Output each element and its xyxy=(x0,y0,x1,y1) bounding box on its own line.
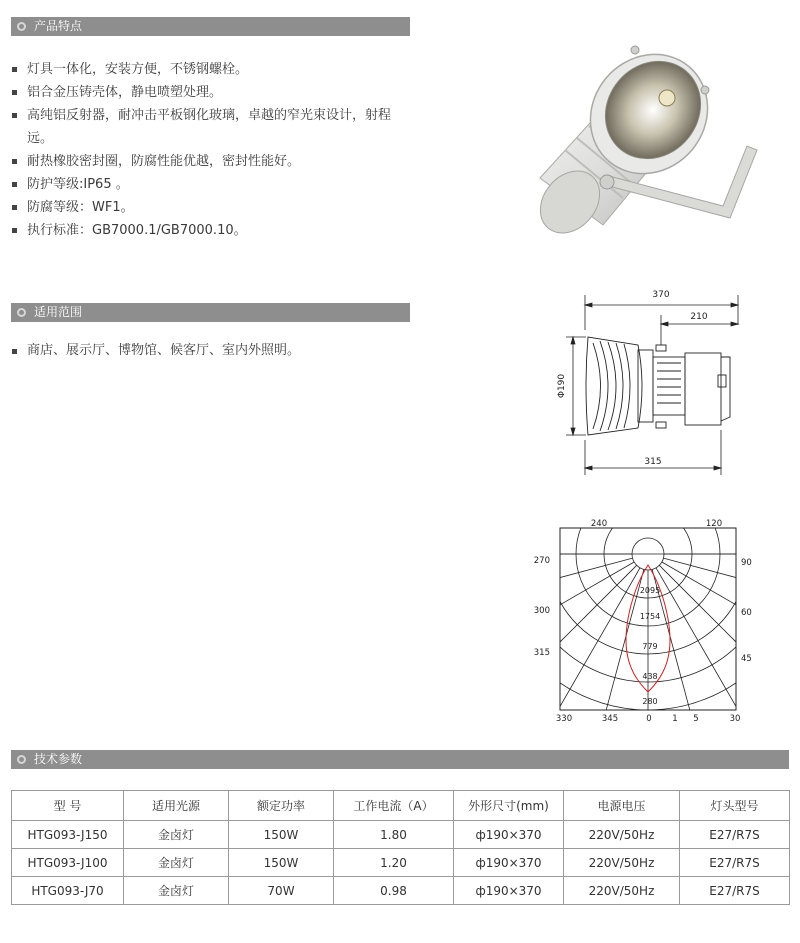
specs-section-title: 技术参数 xyxy=(34,752,83,766)
cell-lamp-base: E27/R7S xyxy=(680,877,790,905)
features-section-header xyxy=(11,17,410,36)
cell-model: HTG093-J150 xyxy=(12,821,124,849)
header-dimensions: 外形尺寸(mm) xyxy=(454,791,564,821)
feature-item: 耐热橡胶密封圈，防腐性能优越，密封性能好。 xyxy=(11,150,411,173)
features-section-title: 产品特点 xyxy=(34,19,83,33)
scope-section-header xyxy=(11,303,410,322)
header-light-source: 适用光源 xyxy=(124,791,229,821)
polar-distribution-chart xyxy=(528,512,768,727)
bottom-label: 1 xyxy=(672,714,678,724)
scope-section-title: 适用范围 xyxy=(34,305,83,319)
cell-power: 150W xyxy=(229,821,334,849)
table-row xyxy=(12,849,790,877)
ring-value-label: 2095 xyxy=(639,586,661,595)
cell-light-source: 金卤灯 xyxy=(124,877,229,905)
cell-current: 0.98 xyxy=(334,877,454,905)
section-bullet-icon xyxy=(17,755,26,764)
table-row xyxy=(12,877,790,905)
spec-table xyxy=(11,790,790,905)
body-length-label: 315 xyxy=(644,457,662,467)
table-row xyxy=(12,821,790,849)
ring-value-label: 438 xyxy=(642,672,658,681)
ring-value-label: 280 xyxy=(642,697,658,706)
header-model: 型 号 xyxy=(12,791,124,821)
diameter-label: Φ190 xyxy=(557,373,567,399)
lamp-side-view xyxy=(586,337,730,435)
bottom-label: 345 xyxy=(601,714,619,724)
bottom-label: 330 xyxy=(555,714,573,724)
right-label: 60 xyxy=(741,608,752,618)
bottom-label: 5 xyxy=(693,714,699,724)
ring-value-label: 779 xyxy=(642,642,658,651)
top-label: 120 xyxy=(705,519,723,529)
cell-lamp-base: E27/R7S xyxy=(680,821,790,849)
polar-radial-line xyxy=(663,558,768,621)
cell-dimensions: ф190×370 xyxy=(454,849,564,877)
feature-item: 高纯铝反射器，耐冲击平板钢化玻璃，卓越的窄光束设计，射程远。 xyxy=(11,104,411,150)
left-label: 270 xyxy=(533,556,550,566)
scope-text: 商店、展示厅、博物馆、候客厅、室内外照明。 xyxy=(11,340,300,362)
feature-item: 执行标准：GB7000.1/GB7000.10。 xyxy=(11,219,411,242)
feature-item: 防腐等级：WF1。 xyxy=(11,196,411,219)
cell-light-source: 金卤灯 xyxy=(124,821,229,849)
left-label: 315 xyxy=(533,648,550,658)
section-bullet-icon xyxy=(17,308,26,317)
cell-dimensions: ф190×370 xyxy=(454,821,564,849)
table-header-row xyxy=(12,791,790,821)
section-bullet-icon xyxy=(17,22,26,31)
bottom-label: 30 xyxy=(729,714,741,724)
rear-length-label: 210 xyxy=(690,312,708,322)
cell-power: 150W xyxy=(229,849,334,877)
cell-model: HTG093-J100 xyxy=(12,849,124,877)
feature-item: 灯具一体化，安装方便，不锈钢螺栓。 xyxy=(11,58,411,81)
cell-light-source: 金卤灯 xyxy=(124,849,229,877)
polar-radial-line xyxy=(659,565,768,727)
header-power: 额定功率 xyxy=(229,791,334,821)
cell-dimensions: ф190×370 xyxy=(454,877,564,905)
feature-item: 防护等级:IP65 。 xyxy=(11,173,411,196)
dimension-drawing xyxy=(548,285,748,480)
specs-section-header xyxy=(11,750,789,769)
header-voltage: 电源电压 xyxy=(564,791,680,821)
cell-power: 70W xyxy=(229,877,334,905)
ring-value-label: 1754 xyxy=(639,612,661,621)
polar-radial-line xyxy=(528,565,637,727)
header-current: 工作电流（A） xyxy=(334,791,454,821)
left-label: 300 xyxy=(533,606,550,616)
cell-lamp-base: E27/R7S xyxy=(680,849,790,877)
cell-voltage: 220V/50Hz xyxy=(564,849,680,877)
bottom-label: 0 xyxy=(646,714,652,724)
cell-current: 1.80 xyxy=(334,821,454,849)
product-image xyxy=(525,30,790,240)
cell-current: 1.20 xyxy=(334,849,454,877)
right-label: 45 xyxy=(741,654,752,664)
cell-voltage: 220V/50Hz xyxy=(564,877,680,905)
top-label: 240 xyxy=(590,519,608,529)
cell-voltage: 220V/50Hz xyxy=(564,821,680,849)
total-length-label: 370 xyxy=(652,290,670,300)
feature-item: 铝合金压铸壳体，静电喷塑处理。 xyxy=(11,81,411,104)
right-label: 90 xyxy=(741,558,752,568)
header-lamp-base: 灯头型号 xyxy=(680,791,790,821)
cell-model: HTG093-J70 xyxy=(12,877,124,905)
feature-list xyxy=(11,58,411,242)
